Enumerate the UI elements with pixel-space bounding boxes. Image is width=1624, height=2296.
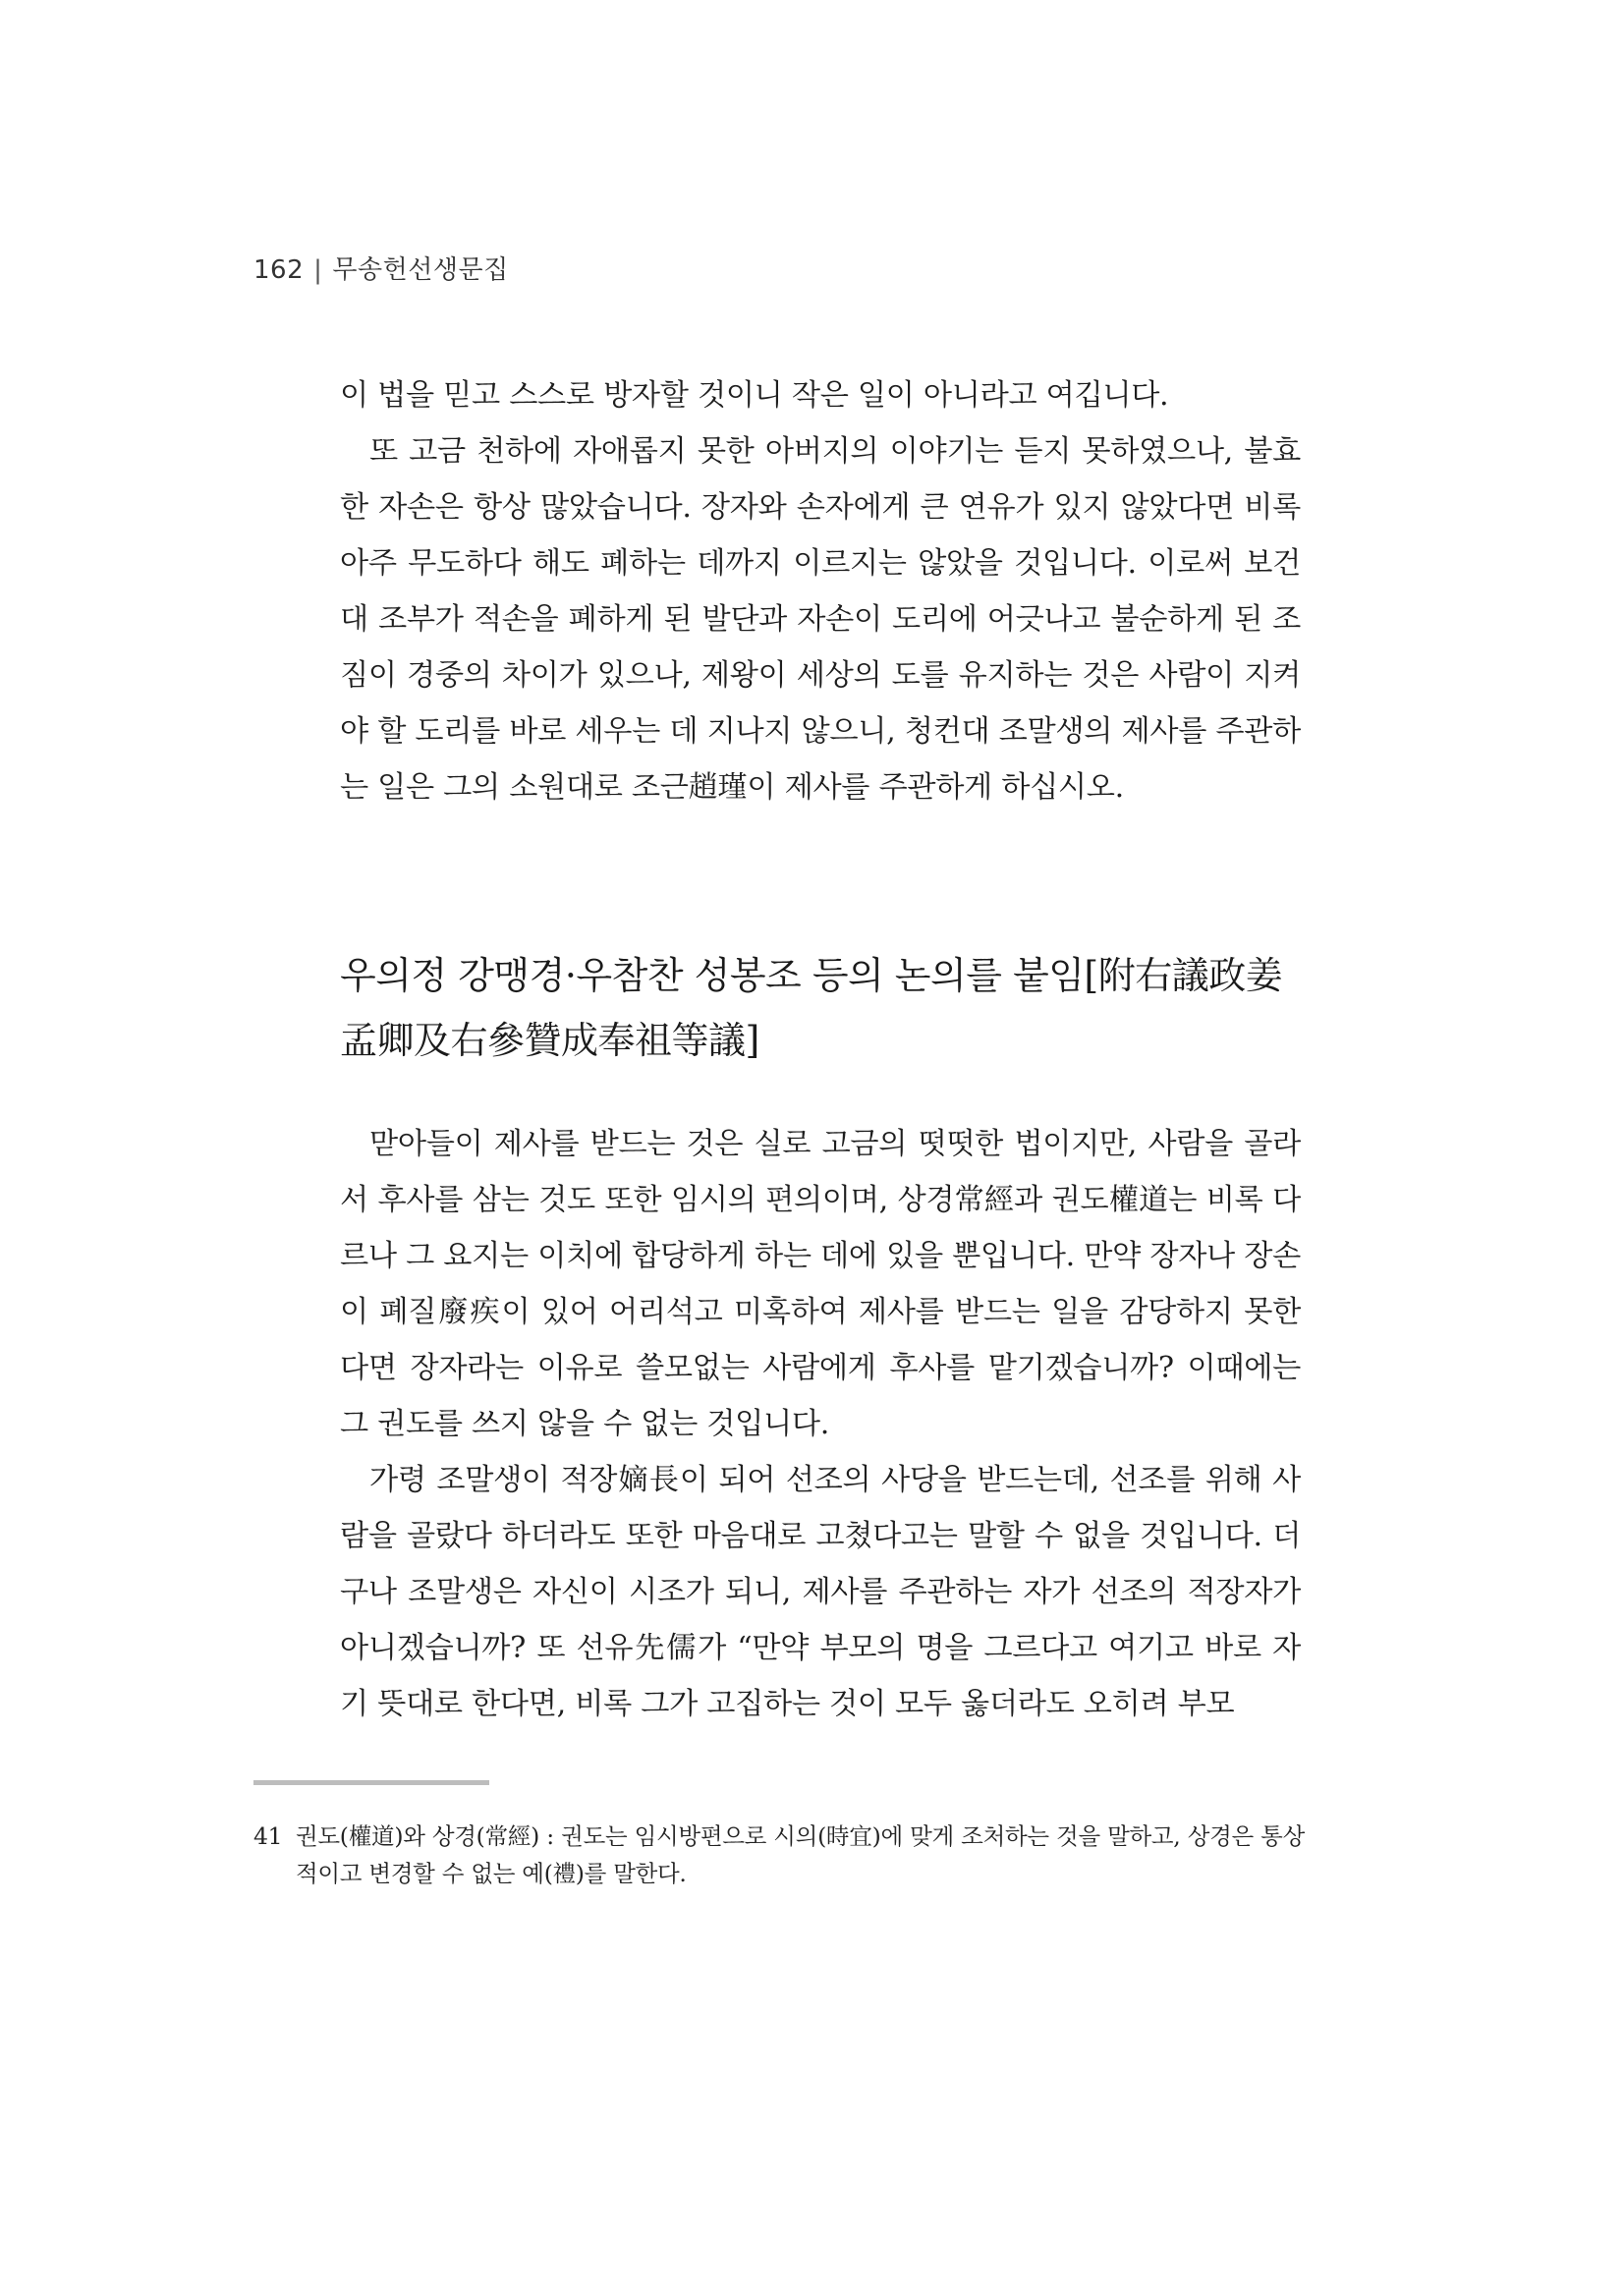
footnote-number: 41 — [253, 1822, 283, 1850]
paragraph: 또 고금 천하에 자애롭지 못한 아버지의 이야기는 듣지 못하였으나, 불효한 자손은 항상 많았습니다. 장자와 손자에게 큰 연유가 있지 않았다면 비록 아주 무도하다 해도 폐하는 데까지 이르지는 않았을 것입니다. 이로써 보건대 조부가 적손을 폐하게 된 발단과 자손이 도리에 어긋나고 불순하게 된 조짐이 경중의 차이가 있으나, 제왕이 세상의 도를 유지하는 것은 사람이 지켜야 할 도리를 바로 세우는 데 지나지 않으니, 청컨대 조말생의 제사를 주관하는 일은 그의 소원대로 조근趙瑾이 제사를 주관하게 하십시오. — [340, 434, 1301, 805]
paragraph: 맏아들이 제사를 받드는 것은 실로 고금의 떳떳한 법이지만, 사람을 골라서 후사를 삼는 것도 또한 임시의 편의이며, 상경常經과 권도權道는 비록 다르나 그 요지는 이치에 합당하게 하는 데에 있을 뿐입니다. 만약 장자나 장손이 폐질廢疾이 있어 어리석고 미혹하여 제사를 받드는 일을 감당하지 못한다면 장자라는 이유로 쓸모없는 사람에게 후사를 맡기겠습니까? 이때에는 그 권도를 쓰지 않을 수 없는 것입니다. — [340, 1127, 1301, 1441]
body-section-1 — [340, 367, 1301, 815]
book-title: 무송헌선생문집 — [332, 255, 509, 285]
paragraph: 가령 조말생이 적장嫡長이 되어 선조의 사당을 받드는데, 선조를 위해 사람을 골랐다 하더라도 또한 마음대로 고쳤다고는 말할 수 없을 것입니다. 더구나 조말생은 자신이 시조가 되니, 제사를 주관하는 자가 선조의 적장자가 아니겠습니까? 또 선유先儒가 “만약 부모의 명을 그르다고 여기고 바로 자기 뜻대로 한다면, 비록 그가 고집하는 것이 모두 옳더라도 오히려 부모 — [340, 1463, 1301, 1721]
header-separator: | — [313, 255, 323, 285]
paragraph: 이 법을 믿고 스스로 방자할 것이니 작은 일이 아니라고 여깁니다. — [340, 378, 1169, 413]
footnote-divider — [253, 1780, 489, 1785]
body-section-2 — [340, 1116, 1301, 1732]
footnote-text: 권도(權道)와 상경(常經) : 권도는 임시방편으로 시의(時宜)에 맞게 조처하는 것을 말하고, 상경은 통상적이고 변경할 수 없는 예(禮)를 말한다. — [296, 1822, 1305, 1887]
page-number: 162 — [253, 255, 305, 285]
running-header — [253, 250, 509, 286]
footnote — [253, 1818, 1305, 1892]
section-heading: 우의정 강맹경·우참찬 성봉조 등의 논의를 붙임[附右議政姜孟卿及右參贊成奉祖等議] — [340, 954, 1283, 1062]
